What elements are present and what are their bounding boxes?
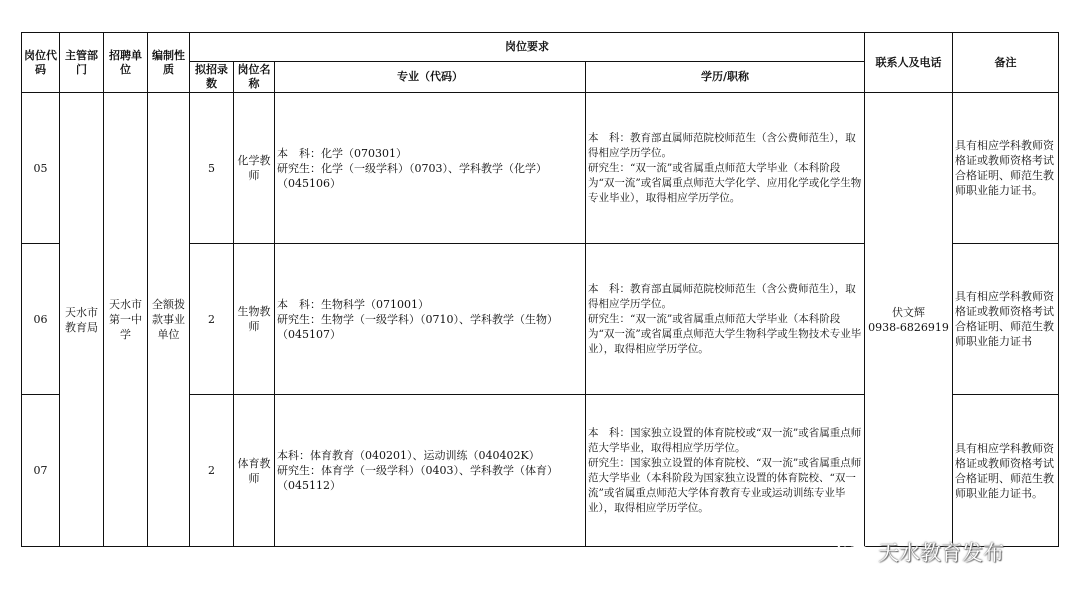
- row-position: 化学教师: [234, 93, 275, 244]
- header-requirements: 岗位要求: [190, 33, 865, 62]
- row-major: 本科：体育教育（040201）、运动训练（040402K） 研究生：体育学（一级学科）（0403）、学科教学（体育）（045112）: [275, 395, 586, 547]
- wechat-icon: [836, 539, 872, 565]
- header-unit: 招聘单位: [104, 33, 148, 93]
- row-position: 生物教师: [234, 244, 275, 395]
- watermark: [836, 538, 1004, 566]
- recruitment-table: [21, 32, 1059, 547]
- header-nature: 编制性质: [148, 33, 190, 93]
- header-dept: 主管部门: [60, 33, 104, 93]
- row-remarks: 具有相应学科教师资格证或教师资格考试合格证明、师范生教师职业能力证书: [953, 244, 1059, 395]
- row-code: 06: [22, 244, 60, 395]
- row-remarks: 具有相应学科教师资格证或教师资格考试合格证明、师范生教师职业能力证书。: [953, 395, 1059, 547]
- row-num: 5: [190, 93, 234, 244]
- table-row: [22, 93, 1059, 244]
- row-code: 07: [22, 395, 60, 547]
- row-num: 2: [190, 395, 234, 547]
- contact-name: 伏文辉: [892, 305, 925, 319]
- header-education: 学历/职称: [586, 62, 865, 93]
- row-num: 2: [190, 244, 234, 395]
- row-code: 05: [22, 93, 60, 244]
- dept-cell: 天水市教育局: [60, 93, 104, 547]
- row-education: 本 科：教育部直属师范院校师范生（含公费师范生），取得相应学历学位。 研究生：“双一流”或省属重点师范大学毕业（本科阶段为“双一流”或省属重点师范大学生物科学或生物技术专业毕业），取得相应学历学位。: [586, 244, 865, 395]
- unit-cell: 天水市第一中学: [104, 93, 148, 547]
- header-position: 岗位名称: [234, 62, 275, 93]
- nature-cell: 全额拨款事业单位: [148, 93, 190, 547]
- contact-cell: [865, 93, 953, 547]
- row-remarks: 具有相应学科教师资格证或教师资格考试合格证明、师范生教师职业能力证书。: [953, 93, 1059, 244]
- row-position: 体育教师: [234, 395, 275, 547]
- row-major: 本 科：生物科学（071001） 研究生：生物学（一级学科）（0710）、学科教学（生物）（045107）: [275, 244, 586, 395]
- contact-phone: 0938-6826919: [868, 320, 949, 334]
- watermark-text: 天水教育发布: [878, 541, 1004, 565]
- header-remarks: 备注: [953, 33, 1059, 93]
- header-major: 专业（代码）: [275, 62, 586, 93]
- row-education: 本 科：教育部直属师范院校师范生（含公费师范生），取得相应学历学位。 研究生：“双一流”或省属重点师范大学毕业（本科阶段为“双一流”或省属重点师范大学化学、应用化学或化学生物专业毕业），取得相应学历学位。: [586, 93, 865, 244]
- header-num: 拟招录数: [190, 62, 234, 93]
- row-education: 本 科：国家独立设置的体育院校或“双一流”或省属重点师范大学毕业，取得相应学历学位。 研究生：国家独立设置的体育院校、“双一流”或省属重点师范大学毕业（本科阶段为国家独立设置的体育院校、“双一流”或省属重点师范大学体育教育专业或运动训练专业毕业），取得相应学历学位。: [586, 395, 865, 547]
- header-contact: 联系人及电话: [865, 33, 953, 93]
- header-code: 岗位代码: [22, 33, 60, 93]
- row-major: 本 科：化学（070301） 研究生：化学（一级学科）（0703）、学科教学（化学）（045106）: [275, 93, 586, 244]
